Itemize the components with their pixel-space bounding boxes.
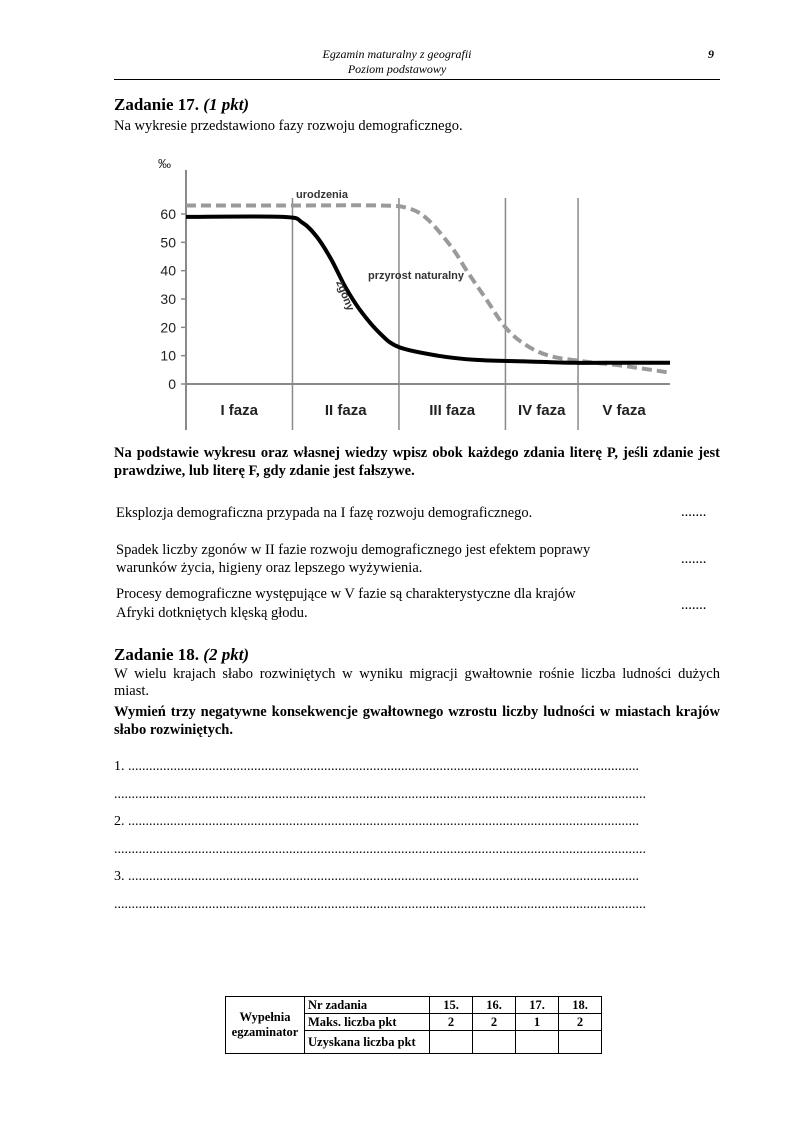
- statement-1-text: Eksplozja demograficzna przypada na I fazę rozwoju demograficznego.: [116, 505, 533, 521]
- task18-points: (2 pkt): [203, 645, 250, 664]
- statement-3: [114, 584, 719, 625]
- exam-title: Egzamin maturalny z geografii: [322, 47, 472, 61]
- phase-label: IV faza: [517, 402, 566, 419]
- task17-title: [114, 95, 249, 115]
- header-rule: [114, 79, 720, 80]
- task-number-cell: 15.: [430, 997, 473, 1014]
- series-line-urodzenia: [186, 205, 670, 372]
- statement-2-line1: Spadek liczby zgonów w II fazie rozwoju demograficznego jest efektem poprawy: [116, 542, 591, 558]
- statement-2-answer[interactable]: .......: [681, 551, 707, 567]
- max-points-cell: 2: [473, 1014, 516, 1031]
- obtained-points-cell[interactable]: [559, 1031, 602, 1054]
- task-number-cell: 18.: [559, 997, 602, 1014]
- task17-points: (1 pkt): [203, 95, 250, 114]
- statement-2-line2: warunków życia, higieny oraz lepszego wyżywienia.: [116, 560, 423, 576]
- statement-1: [114, 503, 719, 534]
- task17-number: Zadanie 17.: [114, 95, 200, 114]
- phase-label: I faza: [220, 402, 258, 419]
- task18-instruction: Wymień trzy negatywne konsekwencje gwałtownego wzrostu liczby ludności w miastach krajów słabo rozwiniętych.: [114, 704, 720, 738]
- y-tick-label: 40: [160, 262, 176, 279]
- page-number: 9: [708, 47, 714, 61]
- score-table-side-label: Wypełnia egzaminator: [226, 997, 305, 1054]
- task18-title: [114, 645, 249, 665]
- y-tick-label: 20: [160, 319, 176, 336]
- max-points-cell: 2: [559, 1014, 602, 1031]
- annotation-natural-increase: przyrost naturalny: [368, 270, 464, 283]
- annotation-births: urodzenia: [296, 188, 348, 201]
- task-number-cell: 17.: [516, 997, 559, 1014]
- row-label-task-number: Nr zadania: [305, 997, 430, 1014]
- exam-level: Poziom podstawowy: [347, 62, 447, 76]
- answer-line-3[interactable]: 3. ..................................................................................................................................................: [114, 869, 639, 884]
- statement-3-answer[interactable]: .......: [681, 597, 707, 613]
- phase-label: III faza: [429, 402, 476, 419]
- y-tick-label: 10: [160, 347, 176, 364]
- max-points-cell: 2: [430, 1014, 473, 1031]
- y-axis-label: ‰: [158, 156, 171, 171]
- statement-3-line1: Procesy demograficzne występujące w V fazie są charakterystyczne dla krajów: [116, 586, 576, 602]
- phase-label: V faza: [602, 402, 646, 419]
- demographic-chart: [150, 150, 690, 430]
- statement-3-line2: Afryki dotkniętych klęską głodu.: [116, 605, 308, 621]
- y-tick-label: 0: [168, 376, 176, 392]
- max-points-cell: 1: [516, 1014, 559, 1031]
- row-label-obtained-points: Uzyskana liczba pkt: [305, 1031, 430, 1054]
- score-table: [225, 996, 602, 1054]
- task17-instruction: Na podstawie wykresu oraz własnej wiedzy wpisz obok każdego zdania literę P, jeśli zdanie jest prawdziwe, lub literę F, gdy zdanie jest fałszywe.: [114, 445, 720, 479]
- y-tick-label: 30: [160, 291, 176, 307]
- row-label-max-points: Maks. liczba pkt: [305, 1014, 430, 1031]
- phase-label: II faza: [324, 402, 367, 419]
- answer-line-1[interactable]: 1. ..................................................................................................................................................: [114, 759, 639, 774]
- task18-intro: W wielu krajach słabo rozwiniętych w wyniku migracji gwałtownie rośnie liczba ludności dużych miast.: [114, 666, 720, 699]
- answer-line-2b[interactable]: ........................................................................................................................................................: [114, 842, 646, 857]
- statement-1-answer[interactable]: .......: [681, 504, 707, 520]
- annotation-deaths: zgony: [333, 278, 357, 313]
- obtained-points-cell[interactable]: [516, 1031, 559, 1054]
- task18-number: Zadanie 18.: [114, 645, 200, 664]
- obtained-points-cell[interactable]: [430, 1031, 473, 1054]
- task-number-cell: 16.: [473, 997, 516, 1014]
- y-tick-label: 50: [160, 234, 176, 251]
- answer-line-1b[interactable]: ........................................................................................................................................................: [114, 787, 646, 802]
- statement-2: [114, 540, 719, 581]
- obtained-points-cell[interactable]: [473, 1031, 516, 1054]
- task17-intro: Na wykresie przedstawiono fazy rozwoju demograficznego.: [114, 118, 463, 134]
- y-tick-label: 60: [160, 206, 176, 222]
- answer-line-2[interactable]: 2. ..................................................................................................................................................: [114, 814, 639, 829]
- answer-line-3b[interactable]: ........................................................................................................................................................: [114, 897, 646, 912]
- series-line-zgony: [186, 216, 670, 362]
